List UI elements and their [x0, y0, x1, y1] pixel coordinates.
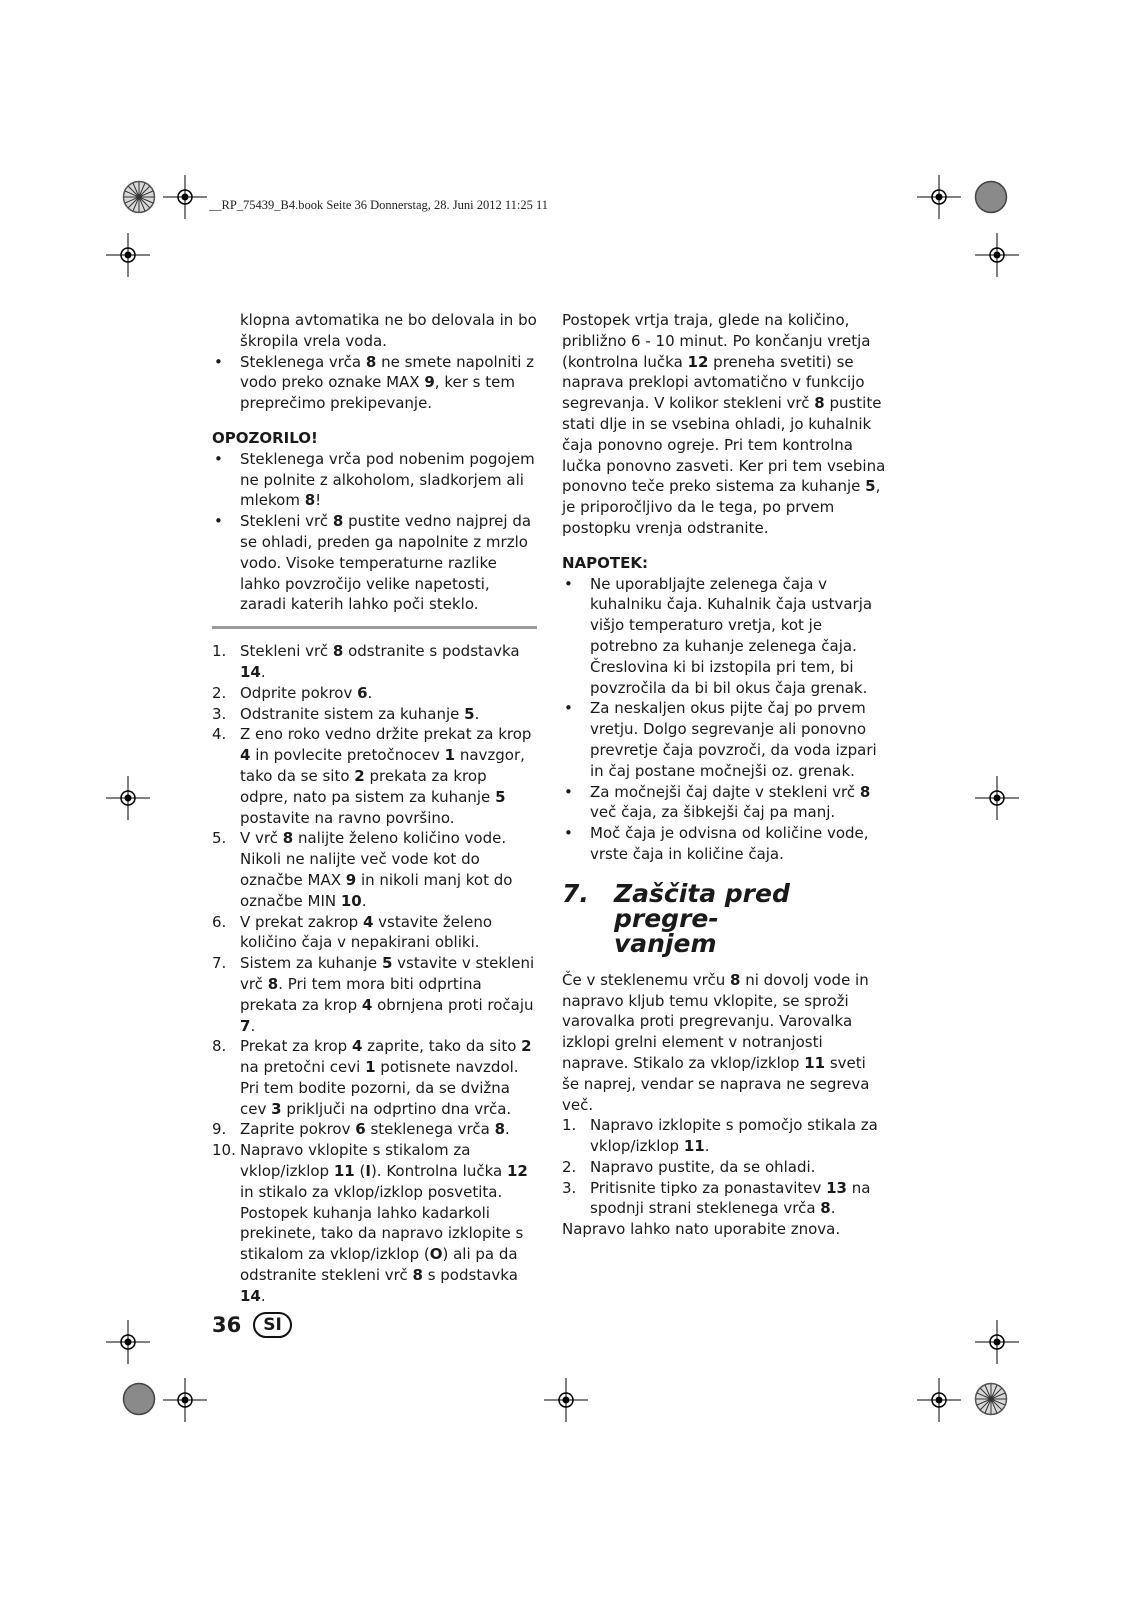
note-item: • Ne uporabljajte zelenega čaja v kuhalniku čaja. Kuhalnik čaja ustvarja višjo temperaturo vretja, kot je potrebno za kuhanje zelenega čaja. Čreslovina ki bi izstopila pri tem, bi povzročila da bi bil okus čaja grenak. [562, 574, 887, 699]
page-footer [212, 1312, 292, 1338]
target-circle-mark [974, 180, 1008, 214]
step-item: 1. Napravo izklopite s pomočjo stikala za vklop/izklop 11. [562, 1116, 878, 1156]
step-item: 5. V vrč 8 nalijte želeno količino vode. Nikoli ne nalijte več vode kot do označbe MAX 9 in nikoli manj kot do označbe MIN 10. [212, 829, 513, 910]
page-number: 36 [212, 1313, 242, 1337]
step-item: 2. Odprite pokrov 6. [212, 683, 373, 702]
print-header: __RP_75439_B4.book Seite 36 Donnerstag, 28. Juni 2012 11:25 11 [209, 198, 549, 212]
right-column [562, 310, 887, 1240]
closing-paragraph: Napravo lahko nato uporabite znova. [562, 1220, 841, 1239]
note-heading: NAPOTEK: [562, 553, 649, 572]
target-circle-mark [974, 1382, 1008, 1416]
section-divider [212, 626, 537, 629]
step-item: 9. Zaprite pokrov 6 steklenega vrča 8. [212, 1120, 510, 1139]
left-column [212, 310, 537, 1307]
registration-mark [163, 175, 207, 219]
step-item: 10. Napravo vklopite s stikalom za vklop/izklop 11 (I). Kontrolna lučka 12 in stikalo za vklop/izklop posvetita. Postopek kuhanja lahko kadarkoli prekinete, tako da napravo izklopite s stikalom za vklop/izklop (O) ali pa da odstranite stekleni vrč 8 s podstavka 14. [212, 1141, 528, 1305]
bullet-item: • Steklenega vrča 8 ne smete napolniti z vodo preko oznake MAX 9, ker s tem preprečimo prekipevanje. [212, 352, 537, 414]
step-item: 3. Pritisnite tipko za ponastavitev 13 na spodnji strani steklenega vrča 8. [562, 1178, 871, 1218]
registration-mark [163, 1378, 207, 1422]
registration-mark [975, 776, 1019, 820]
target-circle-mark [122, 180, 156, 214]
registration-mark [975, 233, 1019, 277]
registration-mark [917, 1378, 961, 1422]
step-item: 6. V prekat zakrop 4 vstavite želeno količino čaja v nepakirani obliki. [212, 912, 493, 952]
registration-mark [106, 776, 150, 820]
note-item: • Za močnejši čaj dajte v stekleni vrč 8 več čaja, za šibkejši čaj pa manj. [562, 782, 887, 824]
step-item: 1. Stekleni vrč 8 odstranite s podstavka 14. [212, 642, 520, 681]
step-item: 7. Sistem za kuhanje 5 vstavite v stekleni vrč 8. Pri tem mora biti odprtina prekata za krop 4 obrnjena proti ročaju 7. [212, 954, 535, 1035]
note-item: • Za neskaljen okus pijte čaj po prvem vretju. Dolgo segrevanje ali ponovno prevretje čaja povzroči, da voda izpari in čaj postane močnejši oz. grenak. [562, 698, 887, 781]
section-title-line: Zaščita pred pregre- [614, 878, 790, 933]
note-item: • Moč čaja je odvisna od količine vode, vrste čaja in količine čaja. [562, 823, 887, 865]
section-title-line: vanjem [614, 928, 717, 958]
language-badge: SI [253, 1312, 292, 1338]
registration-mark [917, 175, 961, 219]
warning-item: • Steklenega vrča pod nobenim pogojem ne polnite z alkoholom, sladkorjem ali mlekom 8! [212, 449, 537, 511]
registration-mark [106, 1320, 150, 1364]
target-circle-mark [122, 1382, 156, 1416]
intro-continuation: klopna avtomatika ne bo delovala in bo škropila vrela voda. [240, 311, 537, 350]
registration-mark [975, 1320, 1019, 1364]
warning-item: • Stekleni vrč 8 pustite vedno najprej da se ohladi, preden ga napolnite z mrzlo vodo. Visoke temperaturne razlike lahko povzročijo velike napetosti, zaradi katerih lahko poči steklo. [212, 511, 537, 615]
step-item: 3. Odstranite sistem za kuhanje 5. [212, 704, 480, 723]
warning-heading: OPOZORILO! [212, 428, 318, 447]
registration-mark [544, 1378, 588, 1422]
section-number: 7. [562, 878, 589, 908]
step-item: 8. Prekat za krop 4 zaprite, tako da sito 2 na pretočni cevi 1 potisnete navzdol. Pri tem bodite pozorni, da se dvižna cev 3 priključi na odprtino dna vrča. [212, 1037, 532, 1118]
section-heading [562, 878, 887, 958]
registration-mark [106, 233, 150, 277]
step-item: 4. Z eno roko vedno držite prekat za krop 4 in povlecite pretočnocev 1 navzgor, tako da se sito 2 prekata za krop odpre, nato pa sistem za kuhanje 5 postavite na ravno površino. [212, 725, 532, 827]
boiling-paragraph: Postopek vrtja traja, glede na količino, približno 6 - 10 minut. Po končanju vretja (kontrolna lučka 12 preneha svetiti) se naprava preklopi avtomatično v funkcijo segrevanja. V kolikor stekleni vrč 8 pustite stati dlje in se vsebina ohladi, jo kuhalnik čaja ponovno ogreje. Pri tem kontrolna lučka ponovno zasveti. Ker pri tem vsebina ponovno teče preko sistema za kuhanje 5, je priporočljivo da le tega, po prvem postopku vrenja odstranite. [562, 311, 886, 537]
step-item: 2. Napravo pustite, da se ohladi. [562, 1157, 816, 1176]
overheat-paragraph: Če v steklenemu vrču 8 ni dovolj vode in napravo kljub temu vklopite, se sproži varovalka proti pregrevanju. Varovalka izklopi grelni element v notranjosti naprave. Stikalo za vklop/izklop 11 sveti še naprej, vendar se naprava ne segreva več. [562, 970, 870, 1114]
